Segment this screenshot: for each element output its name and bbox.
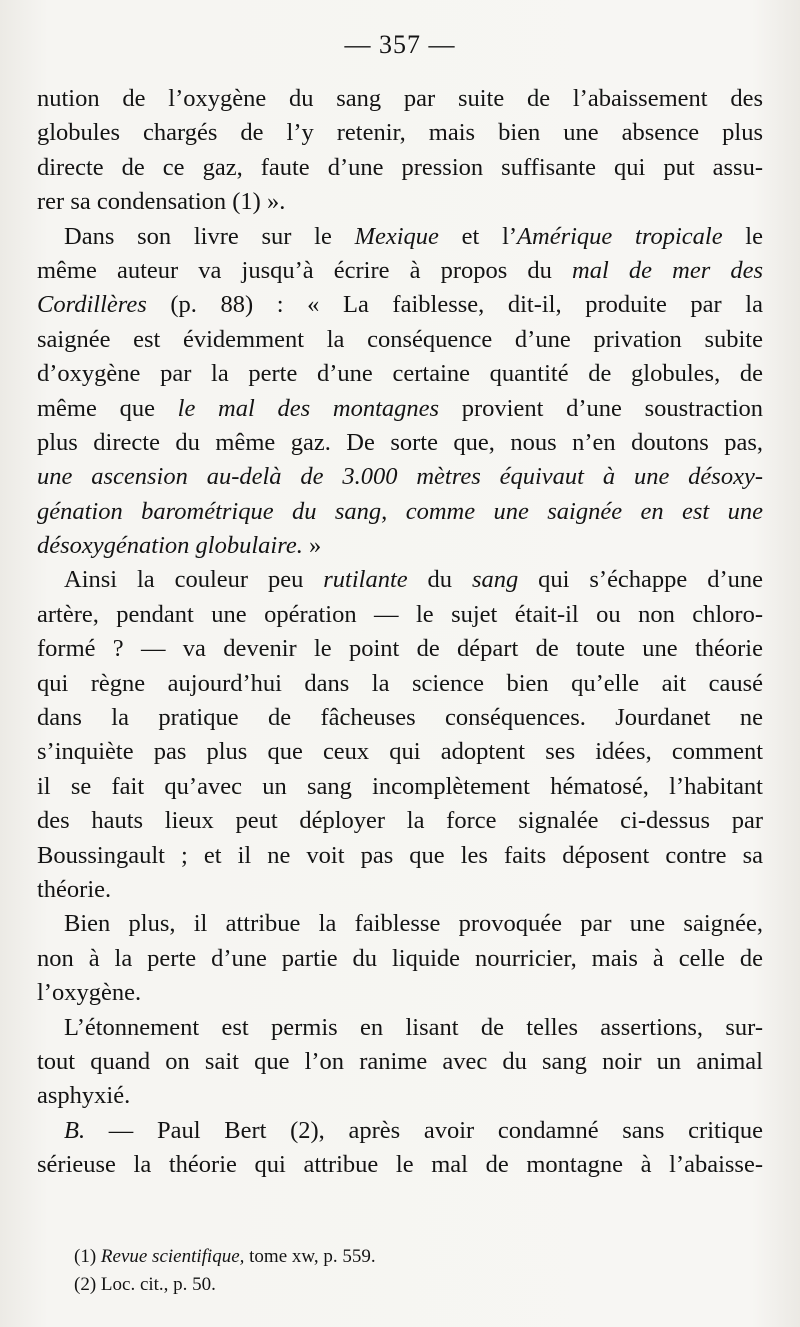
text-line [37, 770, 763, 804]
text-line [37, 1148, 763, 1182]
text-line [37, 976, 763, 1010]
italic-text: Revue scientifique, [100, 1246, 245, 1267]
italic-text: mal de mer des [572, 256, 763, 284]
text-line [37, 942, 763, 976]
text-line [37, 563, 763, 597]
text-run: du [407, 566, 472, 594]
text-run: tout quand on sait que l’on ranime avec du sang noir un animal [37, 1047, 763, 1075]
italic-text: sang [471, 566, 519, 594]
text-run: formé ? — va devenir le point de départ de toute une théorie [37, 635, 763, 663]
text-line [37, 220, 763, 254]
italic-text: génation barométrique du sang, comme une saignée en est une [37, 497, 763, 525]
text-line [37, 839, 763, 873]
text-run: plus directe du même gaz. De sorte que, nous n’en doutons pas, [37, 428, 763, 456]
text-run: (p. 88) : « La faiblesse, dit-il, produite par la [146, 291, 763, 319]
text-line [37, 116, 763, 150]
text-line [37, 907, 763, 941]
text-run: l’oxygène. [37, 979, 142, 1007]
italic-text: rutilante [323, 566, 408, 594]
footnote [74, 1271, 764, 1299]
text-run: (2) Loc. cit., p. 50. [74, 1274, 216, 1295]
text-line [37, 529, 763, 563]
text-line [37, 185, 763, 219]
italic-text: une ascension au-delà de 3.000 mètres équivaut à une désoxy- [37, 463, 763, 491]
text-line [37, 632, 763, 666]
text-run: nution de l’oxygène du sang par suite de l’abaissement des [37, 85, 763, 112]
text-run: des hauts lieux peut déployer la force signalée ci-dessus par [37, 807, 763, 835]
text-line [37, 495, 763, 529]
text-run: s’inquiète pas plus que ceux qui adoptent ses idées, comment [37, 738, 763, 766]
text-line [37, 82, 763, 116]
text-run: Bien plus, il attribue la faiblesse provoquée par une saignée, [64, 910, 763, 938]
text-line [37, 1079, 763, 1113]
text-line [37, 254, 763, 288]
italic-text: Cordillères [37, 291, 147, 319]
text-run: même auteur va jusqu’à écrire à propos du [37, 256, 573, 284]
text-run: provient d’une soustraction [439, 394, 764, 422]
text-line [37, 323, 763, 357]
text-run: sérieuse la théorie qui attribue le mal de montagne à l’abaisse- [37, 1151, 763, 1179]
text-run: théorie. [37, 875, 112, 903]
text-run: il se fait qu’avec un sang incomplètement hématosé, l’habitant [37, 772, 763, 800]
footnote [74, 1243, 764, 1271]
italic-text: désoxygénation globulaire. [37, 532, 303, 560]
text-line [37, 426, 763, 460]
text-run: qui s’échappe d’une [518, 566, 763, 594]
text-line [37, 357, 763, 391]
text-run: non à la perte d’une partie du liquide nourricier, mais à celle de [37, 944, 763, 972]
text-run: directe de ce gaz, faute d’une pression suffisante qui put assu- [37, 153, 763, 181]
text-run: le [722, 222, 763, 250]
text-line [37, 804, 763, 838]
italic-text: B. [64, 1116, 86, 1144]
text-run: » [302, 532, 322, 560]
text-run: artère, pendant une opération — le sujet était-il ou non chloro- [37, 600, 763, 628]
text-run: tome xw, p. 559. [244, 1246, 376, 1267]
text-run: — Paul Bert (2), après avoir condamné sans critique [85, 1116, 763, 1144]
text-line [37, 151, 763, 185]
body-text [37, 82, 763, 1183]
text-run: qui règne aujourd’hui dans la science bien qu’elle ait causé [37, 669, 763, 697]
text-line [37, 1045, 763, 1079]
text-run: globules chargés de l’y retenir, mais bien une absence plus [37, 119, 763, 147]
text-run: asphyxié. [37, 1082, 131, 1110]
text-run: Dans son livre sur le [64, 222, 355, 250]
text-line [37, 701, 763, 735]
text-line [37, 598, 763, 632]
text-run: rer sa condensation (1) ». [37, 188, 286, 216]
text-line [37, 288, 763, 322]
text-line [37, 392, 763, 426]
text-line [37, 667, 763, 701]
text-line [37, 1114, 763, 1148]
text-run: d’oxygène par la perte d’une certaine quantité de globules, de [37, 360, 763, 388]
italic-text: Mexique [354, 222, 439, 250]
text-line [37, 460, 763, 494]
page-number: — 357 — [344, 30, 456, 59]
italic-text: le mal des montagnes [177, 394, 440, 422]
text-run: L’étonnement est permis en lisant de telles assertions, sur- [64, 1013, 763, 1041]
text-line [37, 873, 763, 907]
italic-text: Amérique tropicale [517, 222, 723, 250]
text-line [37, 1011, 763, 1045]
text-run: même que [37, 394, 178, 422]
text-run: Ainsi la couleur peu [64, 566, 324, 594]
text-run: saignée est évidemment la conséquence d’une privation subite [37, 325, 763, 353]
text-run: Boussingault ; et il ne voit pas que les faits déposent contre sa [37, 841, 763, 869]
text-line [37, 735, 763, 769]
text-run: (1) [74, 1246, 101, 1267]
text-run: dans la pratique de fâcheuses conséquences. Jourdanet ne [37, 704, 763, 732]
text-run: et l’ [438, 222, 518, 250]
footnotes [74, 1243, 764, 1299]
